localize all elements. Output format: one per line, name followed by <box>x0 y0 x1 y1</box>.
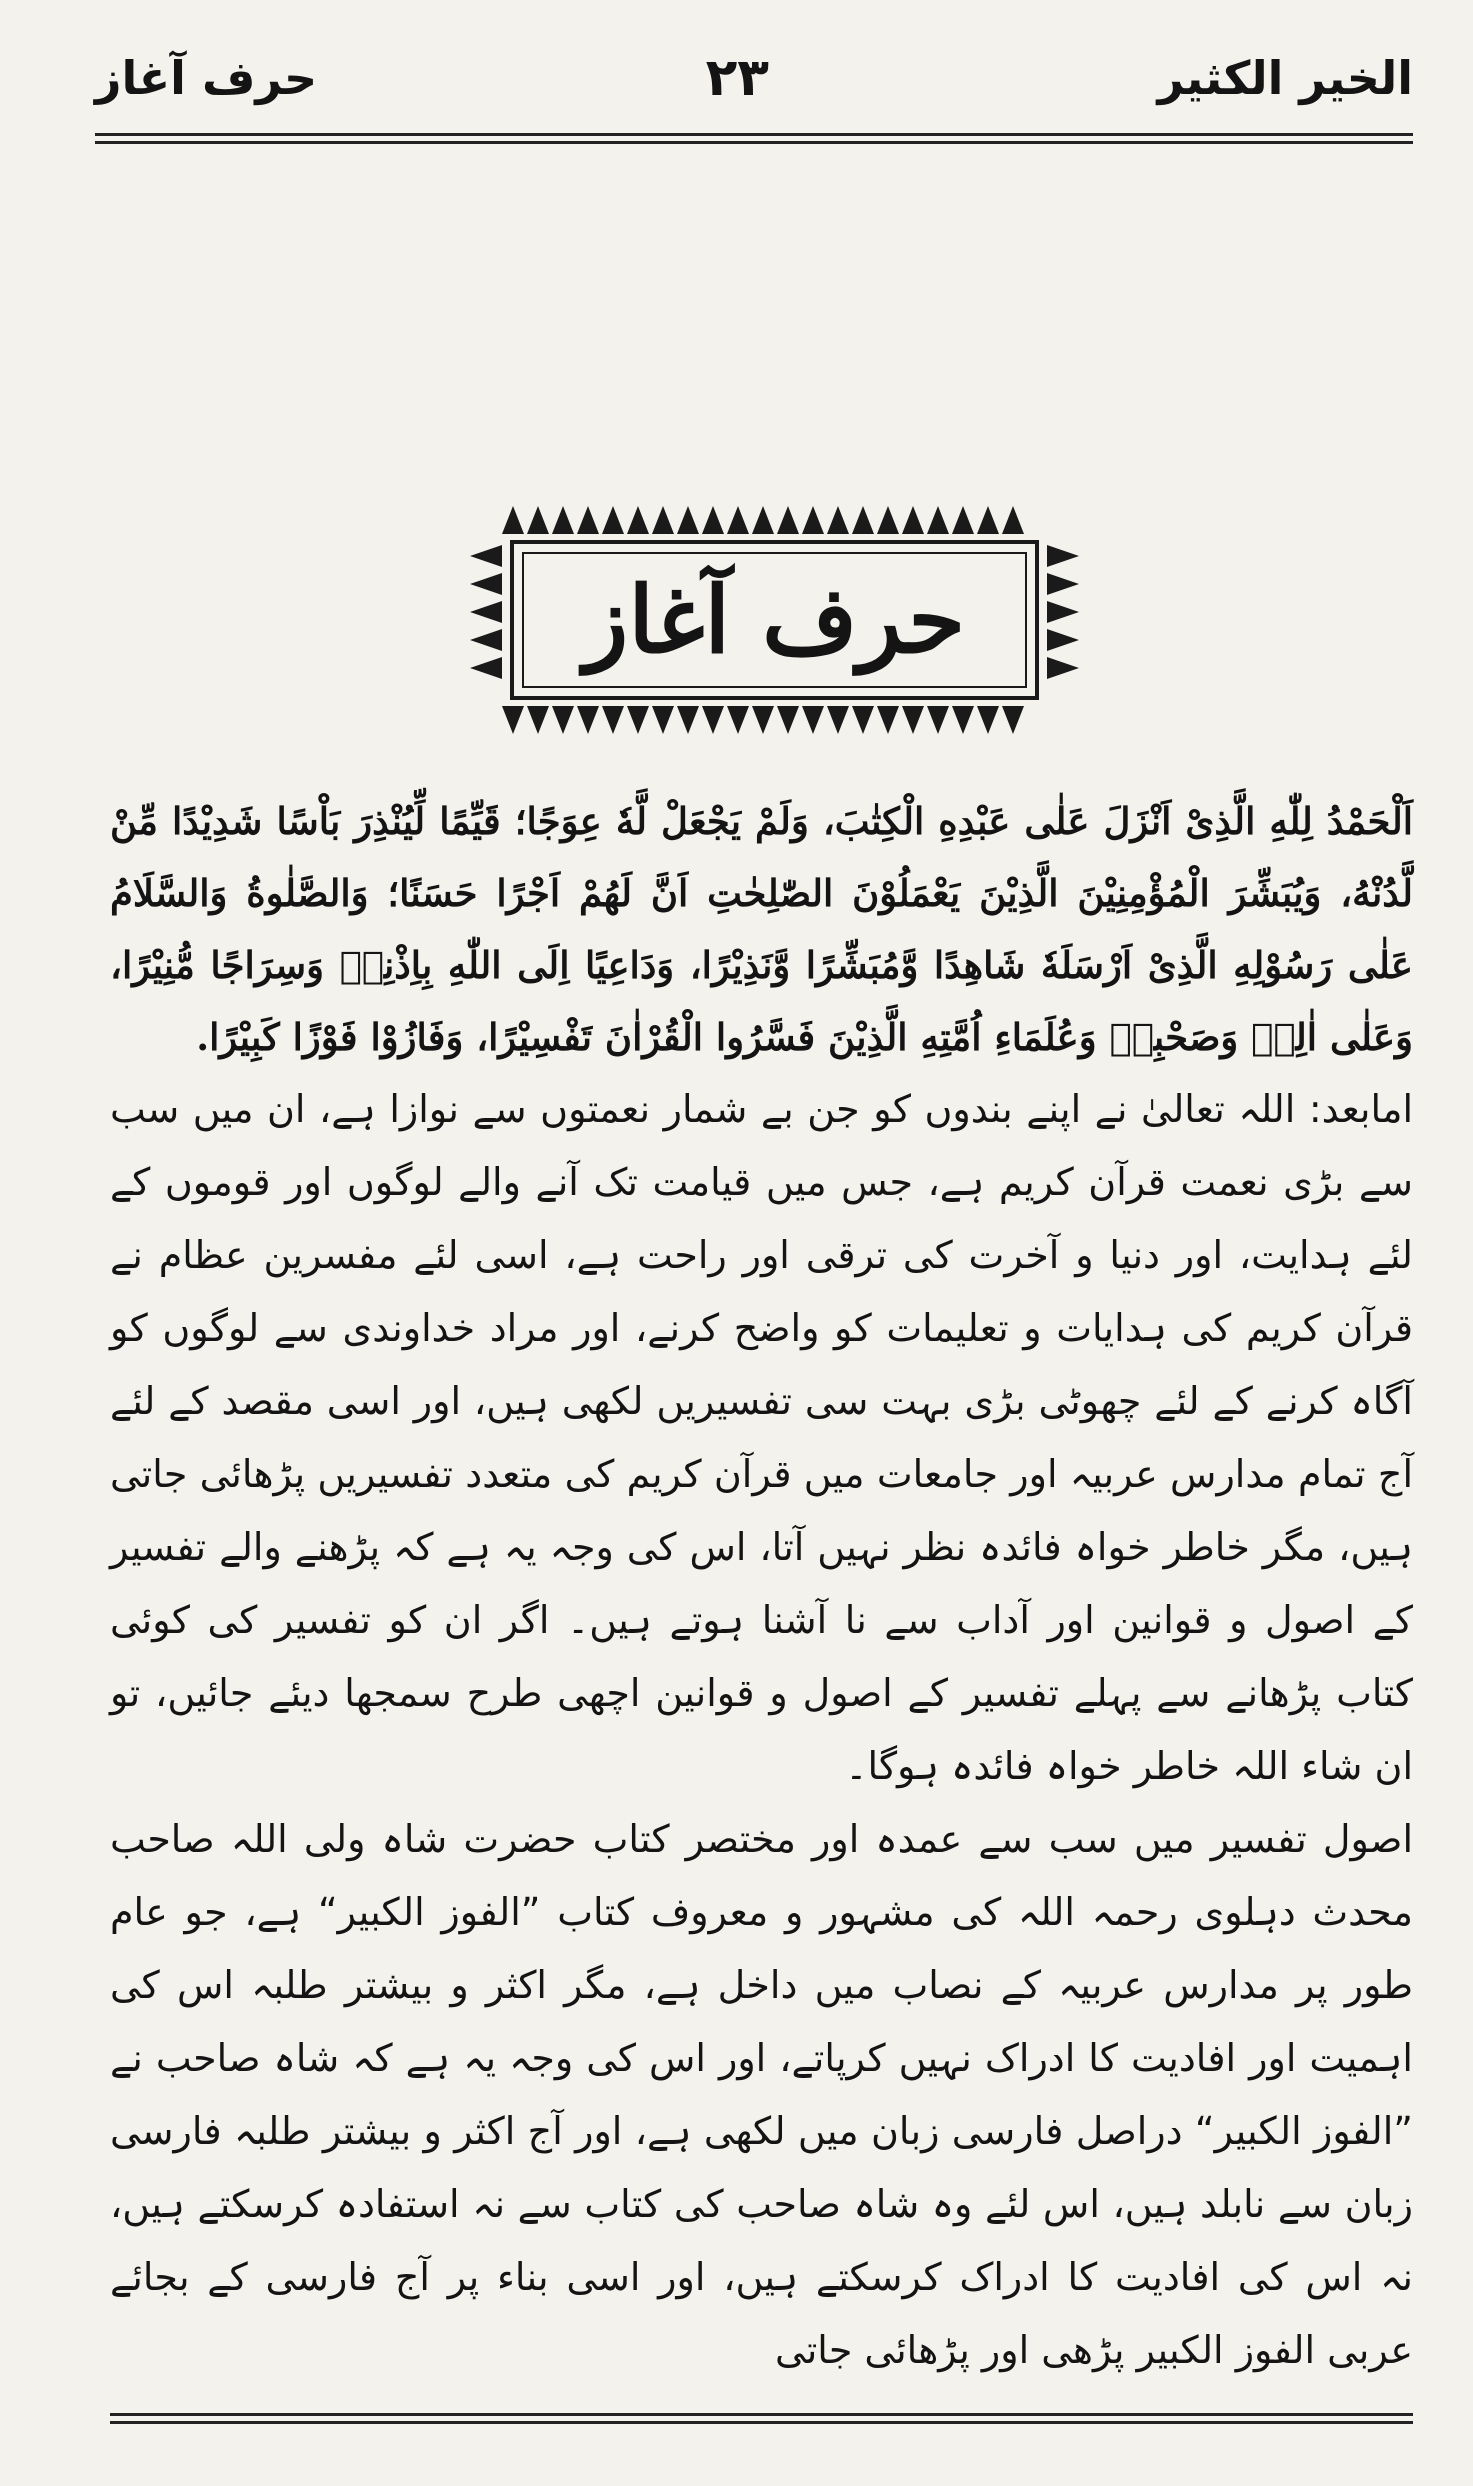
ornament-triangle <box>727 706 749 734</box>
running-header <box>95 40 1413 115</box>
ornament-triangle <box>470 545 502 567</box>
ornament-triangle <box>827 706 849 734</box>
ornament-triangle <box>1047 657 1079 679</box>
ornament-triangle <box>470 601 502 623</box>
ornament-triangle <box>677 506 699 534</box>
paragraph-1: امابعد: اللہ تعالیٰ نے اپنے بندوں کو جن بے شمار نعمتوں سے نوازا ہے، ان میں سب سے بڑی نعمت قرآن کریم ہے، جس میں قیامت تک آنے والے لوگوں اور قوموں کے لئے ہدایت، اور دنیا و آخرت کی ترقی اور راحت ہے، اسی لئے مفسرین عظام نے قرآن کریم کی ہدایات و تعلیمات کو واضح کرنے، اور مراد خداوندی سے لوگوں کو آگاہ کرنے کے لئے چھوٹی بڑی بہت سی تفسیریں لکھی ہیں، اور اسی مقصد کے لئے آج تمام مدارس عربیہ اور جامعات میں قرآن کریم کی متعدد تفسیریں پڑھائی جاتی ہیں، مگر خاطر خواہ فائدہ نظر نہیں آتا، اس کی وجہ یہ ہے کہ پڑھنے والے تفسیر کے اصول و قوانین اور آداب سے نا آشنا ہوتے ہیں۔ اگر ان کو تفسیر کی کوئی کتاب پڑھانے سے پہلے تفسیر کے اصول و قوانین اچھی طرح سمجھا دیئے جائیں، تو ان شاء اللہ خاطر خواہ فائدہ ہوگا۔ <box>110 1087 1413 1788</box>
ornament-triangle <box>802 506 824 534</box>
chapter-heading: حرف آغاز <box>583 566 966 674</box>
ornament-triangle <box>652 706 674 734</box>
ornament-triangle <box>552 706 574 734</box>
ornament-triangle <box>902 506 924 534</box>
footer-rule-top <box>110 2413 1413 2416</box>
ornament-triangle <box>527 506 549 534</box>
ornament-triangle <box>627 506 649 534</box>
body-text <box>110 785 1413 2387</box>
ornament-triangle <box>602 506 624 534</box>
ornament-triangle <box>752 506 774 534</box>
ornament-triangle <box>927 706 949 734</box>
ornament-triangle <box>1002 506 1024 534</box>
ornament-triangle <box>502 706 524 734</box>
title-box <box>510 540 1039 700</box>
ornament-triangle <box>652 506 674 534</box>
ornament-triangle <box>827 506 849 534</box>
ornament-triangle <box>470 573 502 595</box>
ornament-triangle <box>527 706 549 734</box>
ornament-triangle <box>927 506 949 534</box>
ornament-triangle <box>977 506 999 534</box>
ornament-triangle <box>702 506 724 534</box>
chapter-title: حرف آغاز <box>95 50 318 105</box>
ornament-triangle <box>1002 706 1024 734</box>
ornament-triangle <box>1047 601 1079 623</box>
ornament-triangle <box>852 706 874 734</box>
ornament-triangle <box>502 506 524 534</box>
page-number: ۲۳ <box>705 47 770 108</box>
ornament-triangle <box>577 506 599 534</box>
header-rule-bottom <box>95 141 1413 144</box>
ornament-triangle <box>1047 573 1079 595</box>
ornament-triangle <box>952 506 974 534</box>
ornament-triangle <box>727 506 749 534</box>
ornament-triangle <box>1047 545 1079 567</box>
book-title: الخیر الکثیر <box>1157 50 1413 105</box>
ornament-triangle <box>952 706 974 734</box>
ornament-triangle <box>877 506 899 534</box>
ornament-triangle <box>977 706 999 734</box>
header-rule-top <box>95 133 1413 136</box>
ornament-triangle <box>877 706 899 734</box>
ornament-triangle <box>702 706 724 734</box>
ornament-triangle <box>470 629 502 651</box>
ornament-triangle <box>1047 629 1079 651</box>
ornament-triangle <box>902 706 924 734</box>
ornament-triangle <box>627 706 649 734</box>
paragraph-2: اصول تفسیر میں سب سے عمدہ اور مختصر کتاب حضرت شاہ ولی اللہ صاحب محدث دہلوی رحمہ اللہ کی مشہور و معروف کتاب ”الفوز الکبیر“ ہے، جو عام طور پر مدارس عربیہ کے نصاب میں داخل ہے، مگر اکثر و بیشتر طلبہ اس کی اہمیت اور افادیت کا ادراک نہیں کرپاتے، اور اس کی وجہ یہ ہے کہ شاہ صاحب نے ”الفوز الکبیر“ دراصل فارسی زبان میں لکھی ہے، اور آج اکثر و بیشتر طلبہ فارسی زبان سے نابلد ہیں، اس لئے وہ شاہ صاحب کی کتاب سے نہ استفادہ کرسکتے ہیں، نہ اس کی افادیت کا ادراک کرسکتے ہیں، اور اسی بناء پر آج فارسی کے بجائے عربی الفوز الکبیر پڑھی اور پڑھائی جاتی <box>110 1817 1413 2372</box>
ornament-triangle <box>470 657 502 679</box>
ornament-triangle <box>752 706 774 734</box>
ornament-triangle <box>852 506 874 534</box>
footer-rule-bottom <box>110 2421 1413 2424</box>
ornament-triangle <box>777 506 799 534</box>
ornament-triangle <box>577 706 599 734</box>
ornament-triangle <box>802 706 824 734</box>
ornament-triangle <box>677 706 699 734</box>
arabic-invocation: اَلْحَمْدُ لِلّٰهِ الَّذِیْ اَنْزَلَ عَلٰی عَبْدِهِ الْكِتٰبَ، وَلَمْ يَجْعَلْ لَّهٗ عِوَجًا؛ قَيِّمًا لِّيُنْذِرَ بَاْسًا شَدِيْدًا مِّنْ لَّدُنْهُ، وَيُبَشِّرَ الْمُؤْمِنِيْنَ الَّذِيْنَ يَعْمَلُوْنَ الصّٰلِحٰتِ اَنَّ لَهُمْ اَجْرًا حَسَنًا؛ وَالصَّلٰوةُ وَالسَّلَامُ عَلٰی رَسُوْلِهِ الَّذِیْ اَرْسَلَهٗ شَاهِدًا وَّمُبَشِّرًا وَّنَذِيْرًا، وَدَاعِيًا اِلَى اللّٰهِ بِاِذْنِهٖ وَسِرَاجًا مُّنِيْرًا، وَعَلٰی اٰلِهٖ وَصَحْبِهٖ وَعُلَمَاءِ اُمَّتِهِ الَّذِيْنَ فَسَّرُوا الْقُرْاٰنَ تَفْسِيْرًا، وَفَازُوْا فَوْزًا كَبِيْرًا. <box>110 799 1413 1059</box>
ornament-triangle <box>552 506 574 534</box>
ornament-triangle <box>777 706 799 734</box>
ornament-triangle <box>602 706 624 734</box>
chapter-title-frame <box>462 500 1087 740</box>
